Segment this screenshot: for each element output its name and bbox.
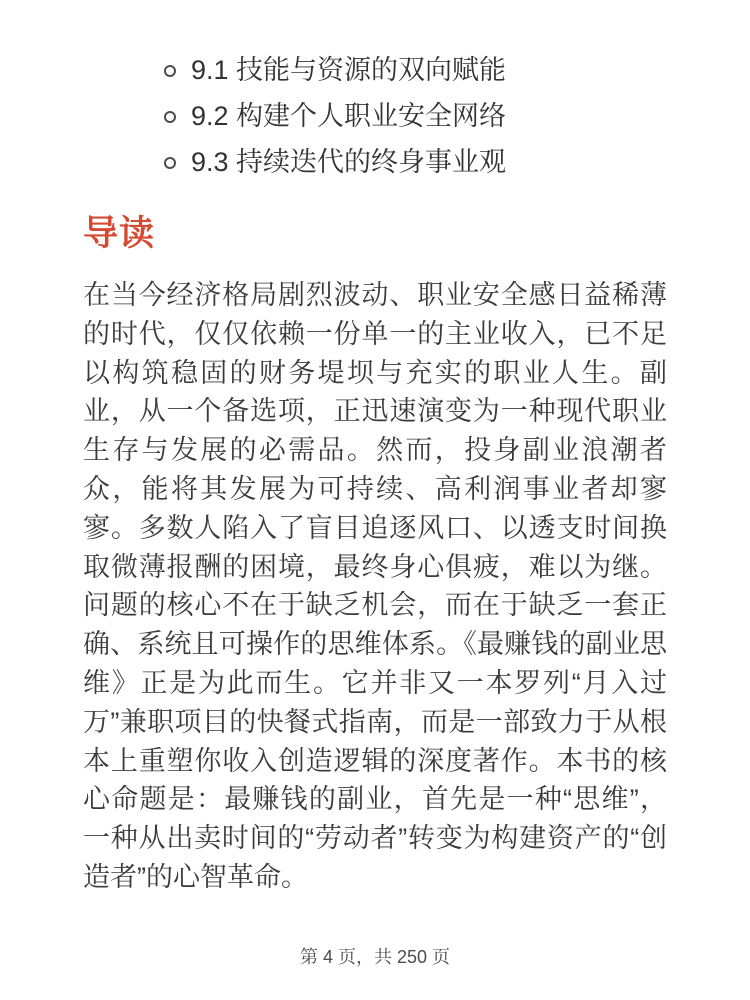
intro-section-heading: 导读 — [83, 214, 156, 253]
toc-list — [164, 47, 750, 185]
circle-bullet-icon — [164, 157, 176, 169]
toc-item-9-1 — [164, 47, 750, 93]
page-number-text: 第 4 页，共 250 页 — [299, 947, 451, 967]
toc-item-label: 9.3 持续迭代的终身事业观 — [191, 147, 507, 177]
toc-item-label: 9.1 技能与资源的双向赋能 — [191, 55, 507, 85]
toc-item-9-3 — [164, 139, 750, 185]
circle-bullet-icon — [164, 65, 176, 77]
page-number-footer — [0, 947, 750, 967]
circle-bullet-icon — [164, 111, 176, 123]
toc-item-label: 9.2 构建个人职业安全网络 — [191, 101, 507, 131]
toc-item-9-2 — [164, 93, 750, 139]
intro-paragraph: 在当今经济格局剧烈波动、职业安全感日益稀薄的时代，仅仅依赖一份单一的主业收入，已不足以构筑稳固的财务堤坝与充实的职业人生。副业，从一个备选项，正迅速演变为一种现代职业生存与发展的必需品。然而，投身副业浪潮者众，能将其发展为可持续、高利润事业者却寥寥。多数人陷入了盲目追逐风口、以透支时间换取微薄报酬的困境，最终身心俱疲，难以为继。问题的核心不在于缺乏机会，而在于缺乏一套正确、系统且可操作的思维体系。《最赚钱的副业思维》正是为此而生。它并非又一本罗列“月入过万”兼职项目的快餐式指南，而是一部致力于从根本上重塑你收入创造逻辑的深度著作。本书的核心命题是：最赚钱的副业，首先是一种“思维”，一种从出卖时间的“劳动者”转变为构建资产的“创造者”的心智革命。 — [83, 280, 667, 892]
